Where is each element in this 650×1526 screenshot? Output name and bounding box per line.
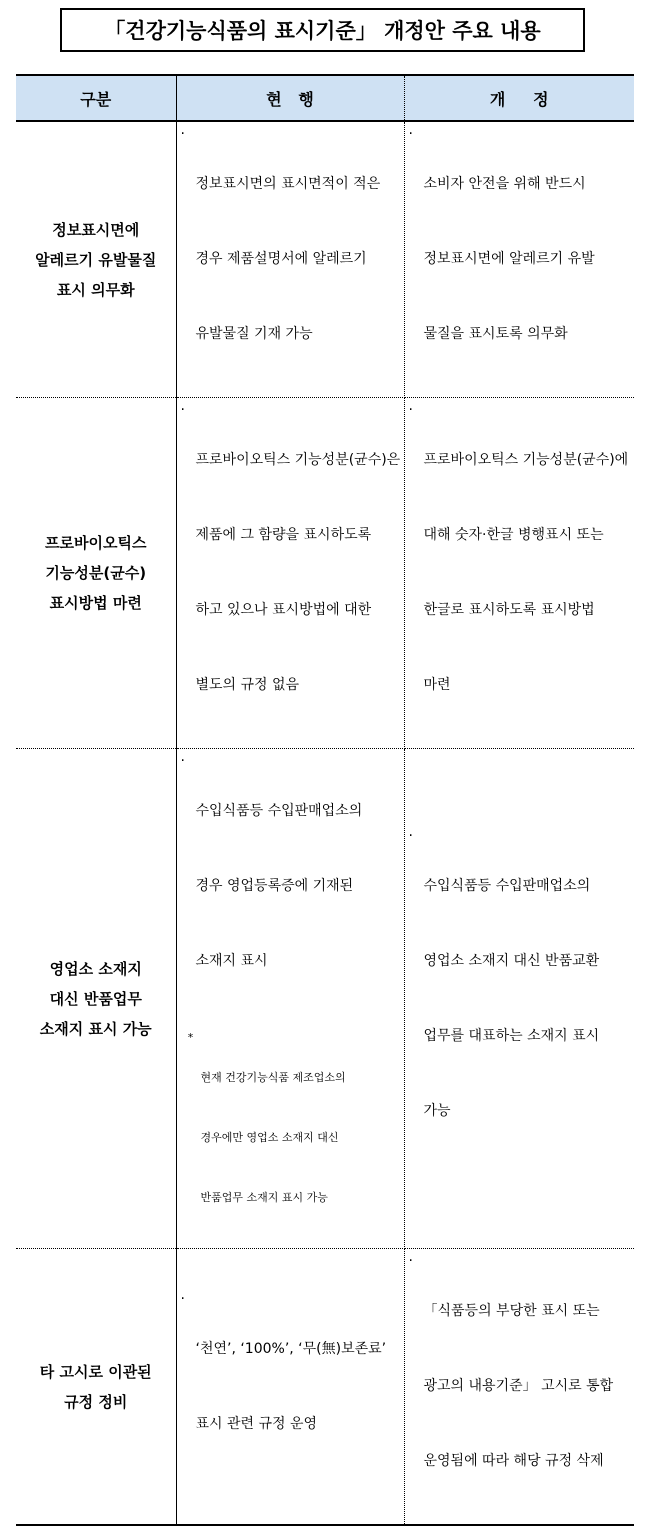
bullet-mark: · — [408, 402, 413, 418]
revised-cell — [404, 1249, 634, 1526]
text-line: 물질을 표시토록 의무화 — [423, 326, 568, 342]
footnote-mark: * — [187, 1031, 194, 1044]
row-category — [16, 749, 176, 1249]
table-row — [16, 121, 634, 398]
table-row — [16, 1249, 634, 1526]
text-line: 별도의 규정 없음 — [195, 677, 300, 693]
text-line: 업무를 대표하는 소재지 표시 — [423, 1027, 600, 1044]
category-line: 소재지 표시 가능 — [39, 1019, 152, 1038]
text-line: 영업소 소재지 대신 반품교환 — [423, 952, 600, 969]
text-line: 수입식품등 수입판매업소의 — [423, 877, 591, 894]
footnote — [181, 1028, 398, 1248]
category-line: 대신 반품업무 — [49, 989, 142, 1008]
text-line: 제품에 그 함량을 표시하도록 — [195, 527, 372, 543]
text-line: 「식품등의 부당한 표시 또는 — [423, 1303, 600, 1319]
bullet-mark: · — [408, 827, 413, 844]
text-line: 표시 관련 규정 운영 — [195, 1415, 318, 1432]
table-header-row — [16, 75, 634, 121]
text-line: 정보표시면의 표시면적이 적은 — [195, 176, 381, 192]
bullet-mark: · — [180, 126, 185, 142]
category-line: 기능성분(균수) — [45, 564, 147, 582]
footnote-line: 현재 건강기능식품 제조업소의 — [200, 1071, 346, 1084]
bullet-mark: · — [180, 402, 185, 418]
text-line: ‘천연’, ‘100%’, ‘무(無)보존료’ — [195, 1340, 387, 1357]
text-line: 정보표시면에 알레르기 유발 — [423, 251, 595, 267]
bullet-mark: · — [180, 753, 185, 769]
category-line: 프로바이오틱스 — [45, 534, 147, 552]
row-category — [16, 398, 176, 749]
current-cell — [176, 121, 404, 398]
current-cell — [176, 749, 404, 1249]
row-category — [16, 121, 176, 398]
footnote-line: 경우에만 영업소 소재지 대신 — [200, 1131, 339, 1144]
revised-cell — [404, 398, 634, 749]
category-line: 타 고시로 이관된 — [39, 1362, 152, 1381]
bullet-mark: · — [408, 1253, 413, 1269]
text-line: 마련 — [423, 677, 451, 693]
comparison-table — [16, 74, 634, 1526]
text-line: 경우 제품설명서에 알레르기 — [195, 251, 367, 267]
revised-cell — [404, 121, 634, 398]
text-line: 소재지 표시 — [195, 953, 268, 969]
text-line: 소비자 안전을 위해 반드시 — [423, 176, 586, 192]
table-row — [16, 749, 634, 1249]
document-title: 「건강기능식품의 표시기준」 개정안 주요 내용 — [60, 8, 585, 52]
footnote-line: 반품업무 소재지 표시 가능 — [200, 1191, 328, 1204]
category-line: 표시방법 마련 — [49, 594, 142, 612]
text-line: 한글로 표시하도록 표시방법 — [423, 602, 595, 618]
category-line: 표시 의무화 — [56, 280, 135, 299]
category-line: 알레르기 유발물질 — [35, 250, 157, 269]
text-line: 가능 — [423, 1102, 451, 1119]
current-cell — [176, 398, 404, 749]
text-line: 수입식품등 수입판매업소의 — [195, 803, 363, 819]
bullet-mark: · — [180, 1290, 185, 1307]
text-line: 대해 숫자·한글 병행표시 또는 — [423, 527, 604, 543]
text-line: 하고 있으나 표시방법에 대한 — [195, 602, 372, 618]
text-line: 프로바이오틱스 기능성분(균수)은 — [195, 452, 401, 468]
header-current: 현 행 — [176, 75, 404, 121]
category-line: 영업소 소재지 — [49, 959, 142, 978]
category-line: 규정 정비 — [64, 1392, 128, 1411]
row-category — [16, 1249, 176, 1526]
table-row — [16, 398, 634, 749]
header-category: 구분 — [16, 75, 176, 121]
text-line: 광고의 내용기준」 고시로 통합 — [423, 1378, 614, 1394]
text-line: 경우 영업등록증에 기재된 — [195, 878, 354, 894]
text-line: 유발물질 기재 가능 — [195, 326, 313, 342]
category-line: 정보표시면에 — [52, 220, 140, 239]
bullet-mark: · — [408, 126, 413, 142]
current-cell — [176, 1249, 404, 1526]
text-line: 프로바이오틱스 기능성분(균수)에 — [423, 452, 629, 468]
header-revised: 개 정 — [404, 75, 634, 121]
revised-cell — [404, 749, 634, 1249]
text-line: 운영됨에 따라 해당 규정 삭제 — [423, 1453, 604, 1469]
